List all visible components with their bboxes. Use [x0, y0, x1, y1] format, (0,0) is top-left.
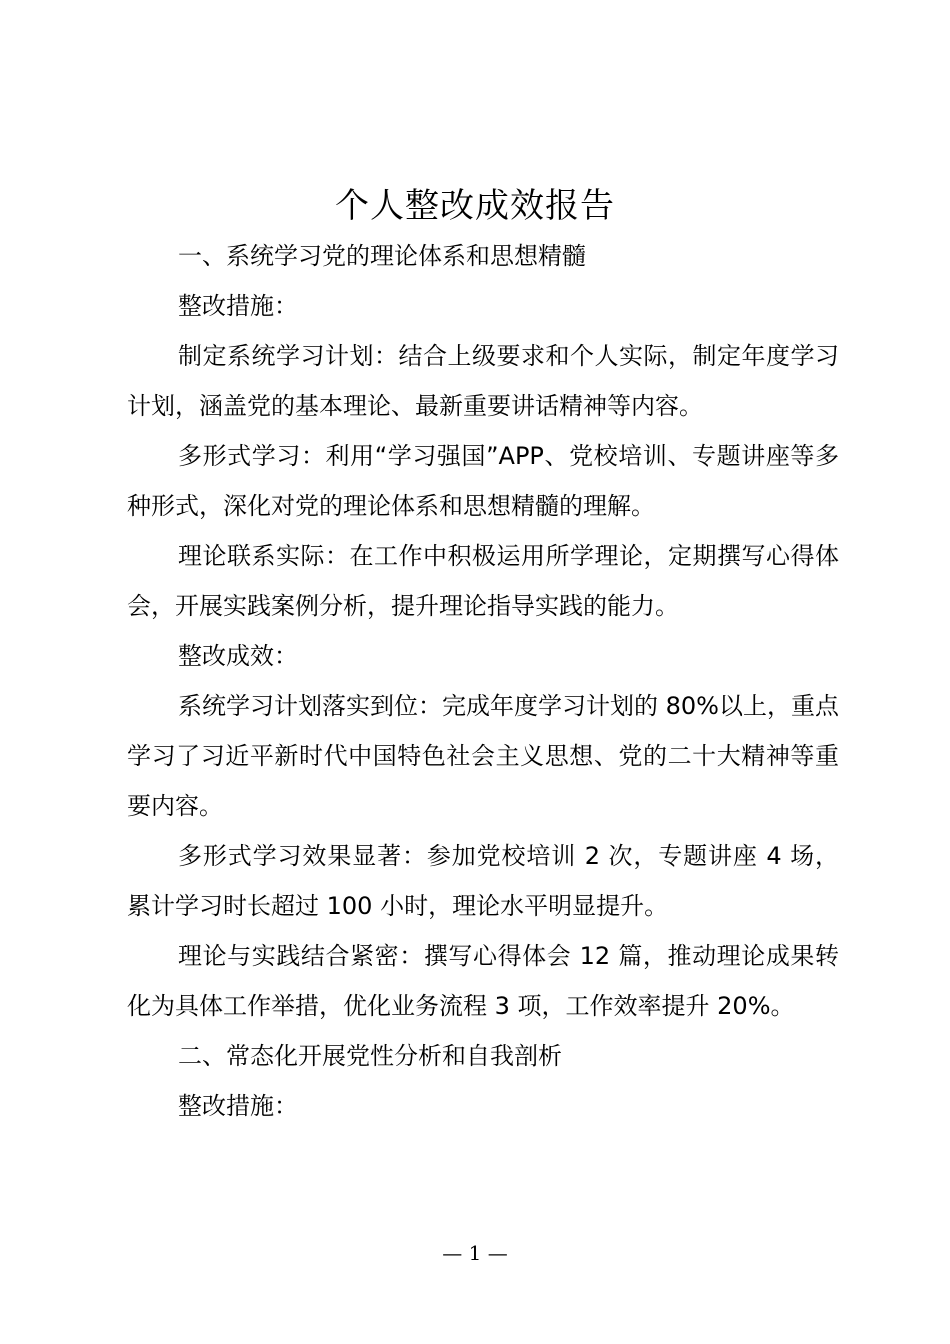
- paragraph: 多形式学习效果显著：参加党校培训 2 次，专题讲座 4 场，累计学习时长超过 100 小时，理论水平明显提升。: [127, 842, 839, 920]
- document-body: [127, 231, 839, 1131]
- page-number: — 1 —: [442, 1241, 508, 1265]
- paragraph: 制定系统学习计划：结合上级要求和个人实际，制定年度学习计划，涵盖党的基本理论、最新重要讲话精神等内容。: [127, 342, 839, 420]
- document-title: 个人整改成效报告: [335, 186, 615, 226]
- section-heading-1: 一、系统学习党的理论体系和思想精髓: [178, 242, 586, 270]
- paragraph: 理论与实践结合紧密：撰写心得体会 12 篇，推动理论成果转化为具体工作举措，优化业务流程 3 项，工作效率提升 20%。: [127, 942, 839, 1020]
- paragraph: 理论联系实际：在工作中积极运用所学理论，定期撰写心得体会，开展实践案例分析，提升理论指导实践的能力。: [127, 542, 839, 620]
- paragraph: 多形式学习：利用“学习强国”APP、党校培训、专题讲座等多种形式，深化对党的理论体系和思想精髓的理解。: [127, 442, 839, 520]
- subheading-results: 整改成效：: [178, 642, 298, 670]
- subheading-measures: 整改措施：: [178, 1092, 298, 1120]
- paragraph: 系统学习计划落实到位：完成年度学习计划的 80%以上，重点学习了习近平新时代中国特色社会主义思想、党的二十大精神等重要内容。: [127, 692, 839, 820]
- subheading-measures: 整改措施：: [178, 292, 298, 320]
- section-heading-2: 二、常态化开展党性分析和自我剖析: [178, 1042, 562, 1070]
